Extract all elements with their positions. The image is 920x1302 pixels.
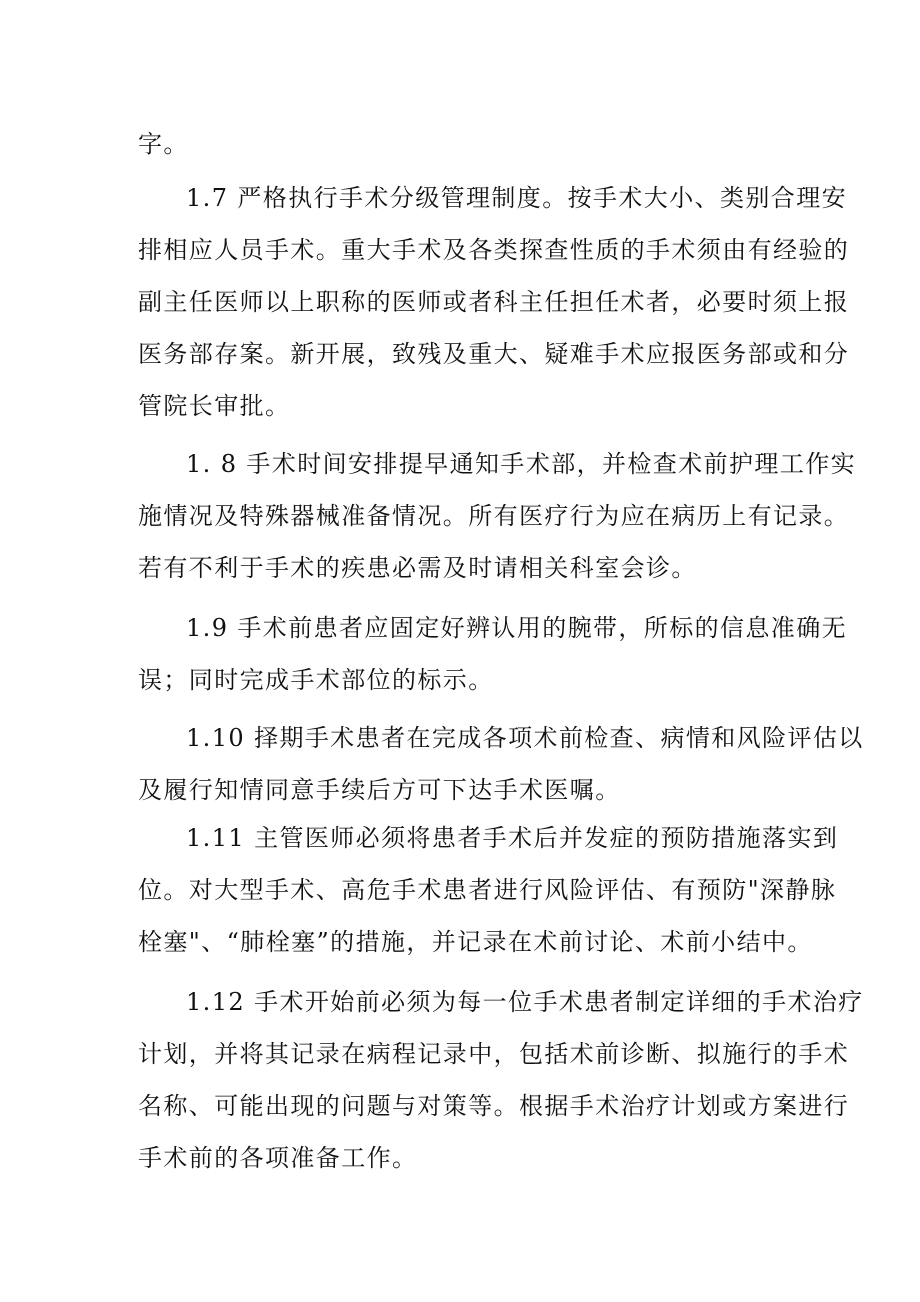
text-line: 管院长审批。 xyxy=(138,392,291,420)
text-line: 及履行知情同意手续后方可下达手术医嘱。 xyxy=(138,776,621,804)
text-line: 施情况及特殊器械准备情况。所有医疗行为应在病历上有记录。 xyxy=(138,502,850,530)
text-line: 字。 xyxy=(138,130,189,158)
section-1-7-line: 1.7 严格执行手术分级管理制度。按手术大小、类别合理安 xyxy=(186,184,847,212)
text-line: 计划，并将其记录在病程记录中，包括术前诊断、拟施行的手术 xyxy=(138,1040,850,1068)
text-line: 位。对大型手术、高危手术患者进行风险评估、有预防"深静脉 xyxy=(138,876,837,904)
text-line: 栓塞"、“肺栓塞”的措施，并记录在术前讨论、术前小结中。 xyxy=(138,928,813,956)
section-1-9-line: 1.9 手术前患者应固定好辨认用的腕带，所标的信息准确无 xyxy=(186,614,847,642)
section-1-11-line: 1.11 主管医师必须将患者手术后并发症的预防措施落实到 xyxy=(186,824,839,852)
text-line: 手术前的各项准备工作。 xyxy=(138,1144,418,1172)
text-line: 若有不利于手术的疾患必需及时请相关科室会诊。 xyxy=(138,554,697,582)
section-1-8-line: 1. 8 手术时间安排提早通知手术部，并检查术前护理工作实 xyxy=(186,450,857,478)
text-line: 排相应人员手术。重大手术及各类探查性质的手术须由有经验的 xyxy=(138,236,850,264)
text-line: 副主任医师以上职称的医师或者科主任担任术者，必要时须上报 xyxy=(138,288,850,316)
text-line: 医务部存案。新开展，致残及重大、疑难手术应报医务部或和分 xyxy=(138,340,850,368)
text-line: 误；同时完成手术部位的标示。 xyxy=(138,666,494,694)
section-1-10-line: 1.10 择期手术患者在完成各项术前检查、病情和风险评估以 xyxy=(186,724,864,752)
text-line: 名称、可能出现的问题与对策等。根据手术治疗计划或方案进行 xyxy=(138,1092,850,1120)
section-1-12-line: 1.12 手术开始前必须为每一位手术患者制定详细的手术治疗 xyxy=(186,988,864,1016)
